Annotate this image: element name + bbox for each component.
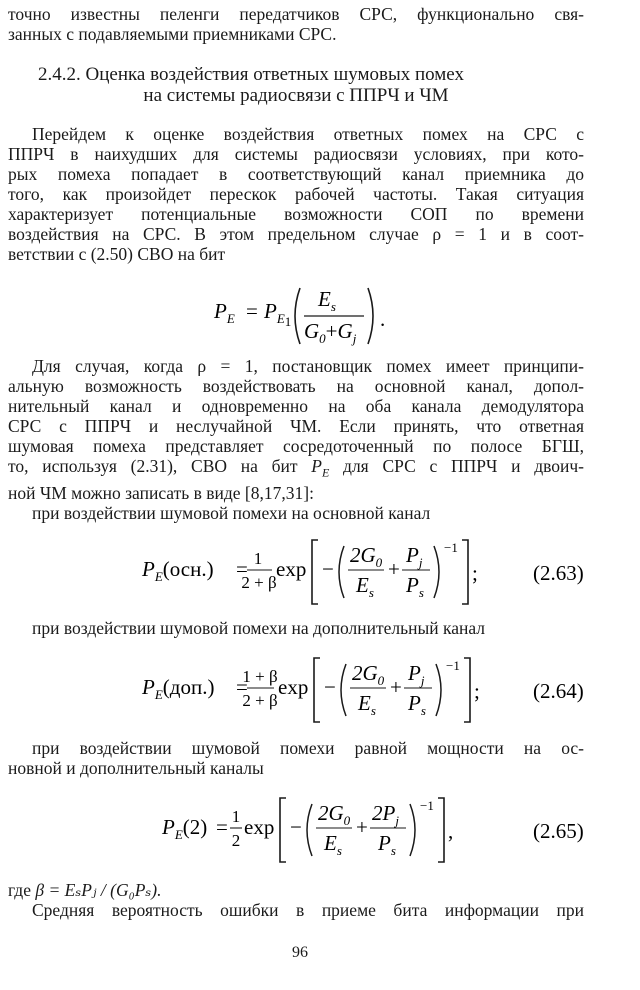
svg-text:Ps bbox=[377, 831, 396, 858]
text-fragment: то, используя (2.31), СВО на бит bbox=[8, 456, 298, 476]
math-symbol: P bbox=[142, 557, 155, 581]
text-line: ной ЧМ можно записать в виде [8,17,31]: bbox=[8, 482, 314, 503]
svg-text:+: + bbox=[388, 557, 400, 581]
svg-text:=: = bbox=[236, 557, 248, 581]
math-symbol: P bbox=[264, 299, 277, 323]
frac-num: 1 + β bbox=[242, 667, 278, 686]
math-sub: E bbox=[321, 465, 330, 480]
math-symbol: P bbox=[311, 456, 322, 476]
text-line: рых помеха попадает в соответствующий канал приемника до bbox=[8, 164, 584, 184]
where-line bbox=[8, 880, 584, 920]
svg-text:Es bbox=[357, 691, 376, 718]
math-sub: s bbox=[420, 703, 426, 718]
svg-text:PE bbox=[213, 299, 235, 326]
math-symbol: G bbox=[304, 319, 320, 343]
math-op: − bbox=[322, 557, 334, 581]
formula-pe-ratio bbox=[0, 276, 640, 354]
math-sup: −1 bbox=[444, 540, 458, 555]
text-line: характеризует потенциальные возможности СОП по времени bbox=[8, 204, 584, 224]
math-op: − bbox=[290, 815, 302, 839]
top-paragraph bbox=[8, 4, 584, 44]
text-line bbox=[8, 880, 584, 900]
equation-2-65 bbox=[0, 790, 640, 868]
math-sub: 1 bbox=[284, 314, 292, 329]
math-symbol: P bbox=[378, 831, 391, 855]
math-symbol: 2G bbox=[318, 801, 344, 825]
math-symbol: 2G bbox=[350, 543, 376, 567]
text-line: Перейдем к оценке воздействия ответных помех на СРС с bbox=[32, 124, 584, 144]
math-sub: E bbox=[276, 311, 285, 326]
math-sub: E bbox=[174, 827, 183, 842]
svg-text:Es bbox=[317, 287, 336, 314]
math-symbol: E bbox=[356, 573, 369, 597]
math-op: . bbox=[380, 307, 386, 331]
text-line: СРС с ППРЧ и неслучайной ЧМ. Если принять, что ответная bbox=[8, 416, 584, 436]
math-sub: 0 bbox=[377, 673, 385, 688]
math-arg: (доп.) bbox=[162, 675, 215, 699]
math-sub: j bbox=[418, 555, 423, 570]
svg-text:2G0 bbox=[352, 661, 385, 688]
math-symbol: E bbox=[324, 831, 337, 855]
paragraph-2 bbox=[8, 356, 584, 523]
math-op: − bbox=[324, 675, 336, 699]
math-symbol: 2P bbox=[372, 801, 396, 825]
equation-number: (2.65) bbox=[533, 819, 584, 843]
svg-text:Ps bbox=[405, 573, 424, 600]
math-symbol: P bbox=[162, 815, 175, 839]
math-op: + bbox=[325, 319, 338, 343]
svg-text:=: = bbox=[216, 815, 228, 839]
math-fn: exp bbox=[244, 815, 275, 839]
svg-text:Es bbox=[355, 573, 374, 600]
svg-text:2G0 bbox=[350, 543, 383, 570]
math-symbol: P bbox=[408, 691, 421, 715]
case-2-line bbox=[8, 618, 584, 638]
frac-num: 1 bbox=[253, 549, 263, 568]
math-sub: s bbox=[336, 843, 342, 858]
text-fragment: для СРС с ППРЧ и двоич- bbox=[343, 456, 584, 476]
svg-text:PE(осн.) bbox=[141, 557, 214, 584]
text-line: альную возможность воздействовать на основной канал, допол- bbox=[8, 376, 584, 396]
text-line: нительный канал и одновременно на оба канала демодулятора bbox=[8, 396, 584, 416]
math-sub: j bbox=[352, 331, 357, 346]
math-sub: E bbox=[154, 687, 163, 702]
equation-number: (2.63) bbox=[533, 561, 584, 585]
text-line: новной и дополнительный каналы bbox=[8, 758, 264, 778]
svg-text:+: + bbox=[390, 675, 402, 699]
svg-text:2G0 bbox=[318, 801, 351, 828]
heading-line: на системы радиосвязи с ППРЧ и ЧМ bbox=[143, 85, 449, 106]
svg-text:+: + bbox=[356, 815, 368, 839]
svg-text:=: = bbox=[236, 675, 248, 699]
math-sub: 0 bbox=[375, 555, 383, 570]
case-3-paragraph bbox=[8, 738, 584, 778]
text-line: занных с подавляемыми приемниками СРС. bbox=[8, 24, 337, 44]
math-sub: s bbox=[330, 299, 336, 314]
math-fn: exp bbox=[278, 675, 309, 699]
frac-den: 2 bbox=[231, 831, 241, 850]
inline-formula: β = EₛPⱼ / (G₀Pₛ). bbox=[35, 880, 162, 900]
math-arg: (2) bbox=[182, 815, 208, 839]
frac-den: 2 + β bbox=[241, 573, 277, 592]
text-line: ветствии с (2.50) СВО на бит bbox=[8, 244, 226, 264]
math-symbol: P bbox=[214, 299, 227, 323]
math-sub: E bbox=[154, 569, 163, 584]
math-sub: 0 bbox=[319, 331, 326, 346]
math-sub: 0 bbox=[343, 813, 351, 828]
math-arg: (осн.) bbox=[162, 557, 214, 581]
math-sub: j bbox=[395, 813, 399, 828]
svg-text:=: = bbox=[246, 299, 258, 323]
svg-text:PE1 bbox=[263, 299, 291, 329]
heading-line: 2.4.2. Оценка воздействия ответных шумовых помех bbox=[38, 64, 464, 85]
math-sub: s bbox=[370, 703, 376, 718]
math-symbol: P bbox=[406, 573, 419, 597]
text-line: ППРЧ в наихудших для системы радиосвязи условиях, при кото- bbox=[8, 144, 584, 164]
text-line: при воздействии шумовой помехи на дополнительный канал bbox=[32, 618, 486, 638]
equation-number: (2.64) bbox=[533, 679, 584, 703]
text-fragment: где bbox=[8, 880, 31, 900]
svg-text:PE(доп.) bbox=[141, 675, 214, 702]
math-symbol: E bbox=[358, 691, 371, 715]
math-symbol: E bbox=[318, 287, 331, 311]
math-sup: −1 bbox=[420, 798, 434, 813]
math-op: , bbox=[448, 819, 454, 843]
frac-den: 2 + β bbox=[242, 691, 278, 710]
text-line: Средняя вероятность ошибки в приеме бита информации при bbox=[32, 900, 584, 920]
text-line: шумовая помеха представляет сосредоточенный по полосе БГШ, bbox=[8, 436, 584, 456]
math-symbol: G bbox=[337, 319, 353, 343]
math-sub: s bbox=[418, 585, 424, 600]
inline-formula bbox=[311, 456, 330, 480]
math-fn: exp bbox=[276, 557, 307, 581]
math-symbol: 2G bbox=[352, 661, 378, 685]
svg-text:PE(2) bbox=[161, 815, 207, 842]
svg-text:Pj bbox=[407, 661, 425, 688]
math-symbol: P bbox=[142, 675, 155, 699]
section-heading bbox=[8, 64, 584, 106]
svg-text:Es bbox=[323, 831, 342, 858]
text-line: того, как произойдет перескок рабочей частоты. Такая ситуация bbox=[8, 184, 584, 204]
paragraph-1 bbox=[8, 124, 584, 264]
text-line bbox=[8, 456, 584, 483]
frac-num: 1 bbox=[231, 807, 241, 826]
page-number: 96 bbox=[292, 944, 308, 961]
equation-2-63 bbox=[0, 532, 640, 610]
svg-text:Pj bbox=[405, 543, 423, 570]
math-sub: j bbox=[420, 673, 425, 688]
svg-text:Ps bbox=[407, 691, 426, 718]
svg-text:G0+Gj bbox=[304, 319, 357, 346]
math-sup: −1 bbox=[446, 658, 460, 673]
math-op: ; bbox=[474, 679, 480, 703]
math-sub: E bbox=[226, 311, 235, 326]
text-line: при воздействии шумовой помехи на основной канал bbox=[32, 502, 431, 523]
text-line: при воздействии шумовой помехи равной мощности на ос- bbox=[32, 738, 584, 758]
text-line: точно известны пеленги передатчиков СРС, функционально свя- bbox=[8, 4, 584, 24]
math-sub: s bbox=[390, 843, 396, 858]
text-line: воздействия на СРС. В этом предельном случае ρ = 1 и в соот- bbox=[8, 224, 584, 244]
text-line: Для случая, когда ρ = 1, постановщик помех имеет принципи- bbox=[32, 356, 584, 376]
math-sub: s bbox=[368, 585, 374, 600]
math-symbol: P bbox=[406, 543, 419, 567]
math-op: ; bbox=[472, 561, 478, 585]
equation-2-64 bbox=[0, 650, 640, 728]
svg-text:2Pj bbox=[372, 801, 399, 828]
math-symbol: P bbox=[408, 661, 421, 685]
